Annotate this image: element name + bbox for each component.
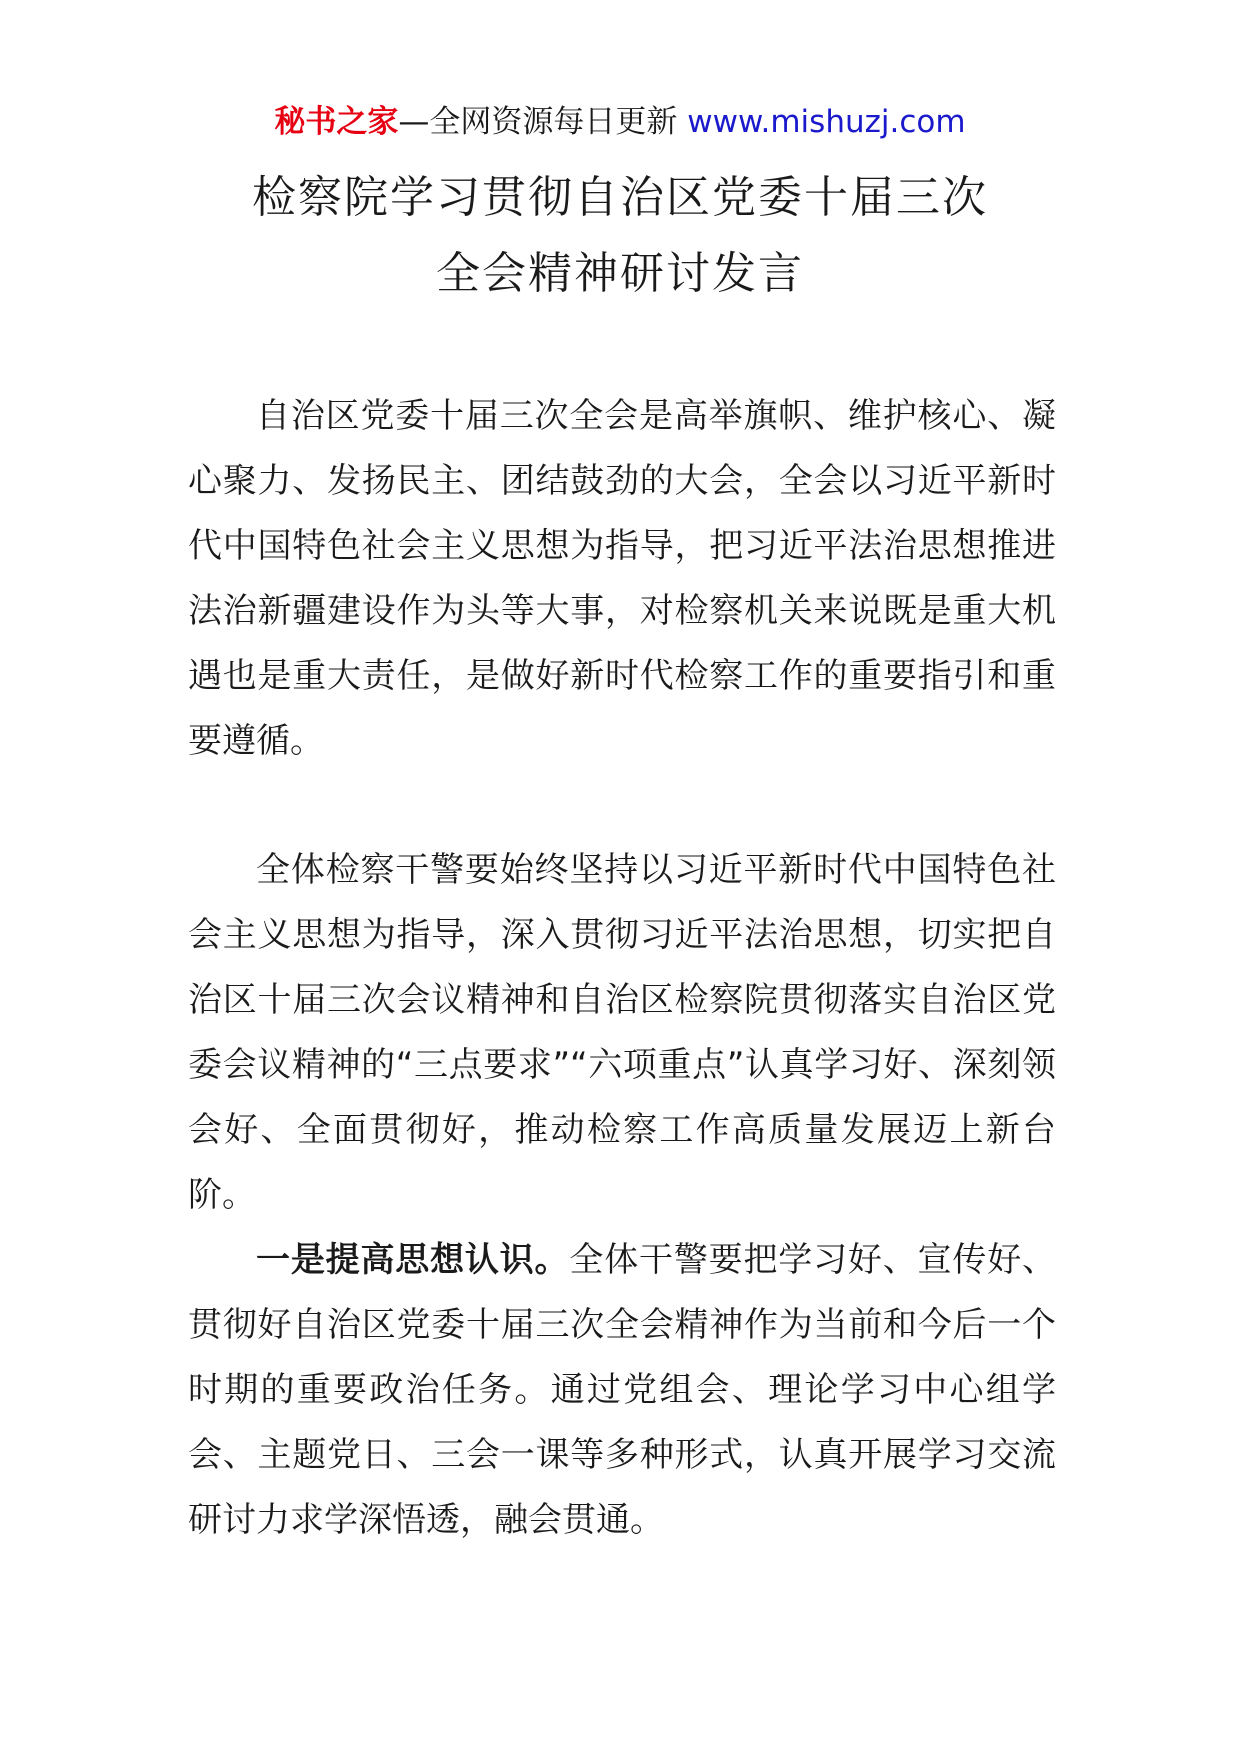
paragraph-1 <box>188 384 1056 774</box>
watermark-header <box>0 100 1240 144</box>
title-line-1: 检察院学习贯彻自治区党委十届三次 <box>252 172 988 223</box>
document-title <box>0 160 1240 312</box>
paragraph-3-text: 全体干警要把学习好、宣传好、贯彻好自治区党委十届三次全会精神作为当前和今后一个时期的重要政治任务。通过党组会、理论学习中心组学会、主题党日、三会一课等多种形式，认真开展学习交流研讨力求学深悟透，融会贯通。 <box>188 1240 1057 1540</box>
paragraph-2 <box>188 838 1056 1228</box>
brand-name: 秘书之家 <box>274 104 399 140</box>
paragraph-3 <box>188 1228 1056 1553</box>
paragraph-2-text: 全体检察干警要始终坚持以习近平新时代中国特色社会主义思想为指导，深入贯彻习近平法治思想，切实把自治区十届三次会议精神和自治区检察院贯彻落实自治区党委会议精神的“三点要求”“六项重点”认真学习好、深刻领会好、全面贯彻好，推动检察工作高质量发展迈上新台阶。 <box>188 850 1056 1215</box>
paragraph-3-content <box>188 1228 1056 1553</box>
site-url-link[interactable]: www.mishuzj.com <box>687 104 966 140</box>
paragraph-3-lead: 一是提高思想认识。 <box>256 1240 570 1280</box>
title-line-2: 全会精神研讨发言 <box>436 248 804 299</box>
paragraph-1-text: 自治区党委十届三次全会是高举旗帜、维护核心、凝心聚力、发扬民主、团结鼓劲的大会，全会以习近平新时代中国特色社会主义思想为指导，把习近平法治思想推进法治新疆建设作为头等大事，对检察机关来说既是重大机遇也是重大责任，是做好新时代检察工作的重要指引和重要遵循。 <box>188 396 1056 761</box>
header-tagline: —全网资源每日更新 <box>398 104 688 140</box>
